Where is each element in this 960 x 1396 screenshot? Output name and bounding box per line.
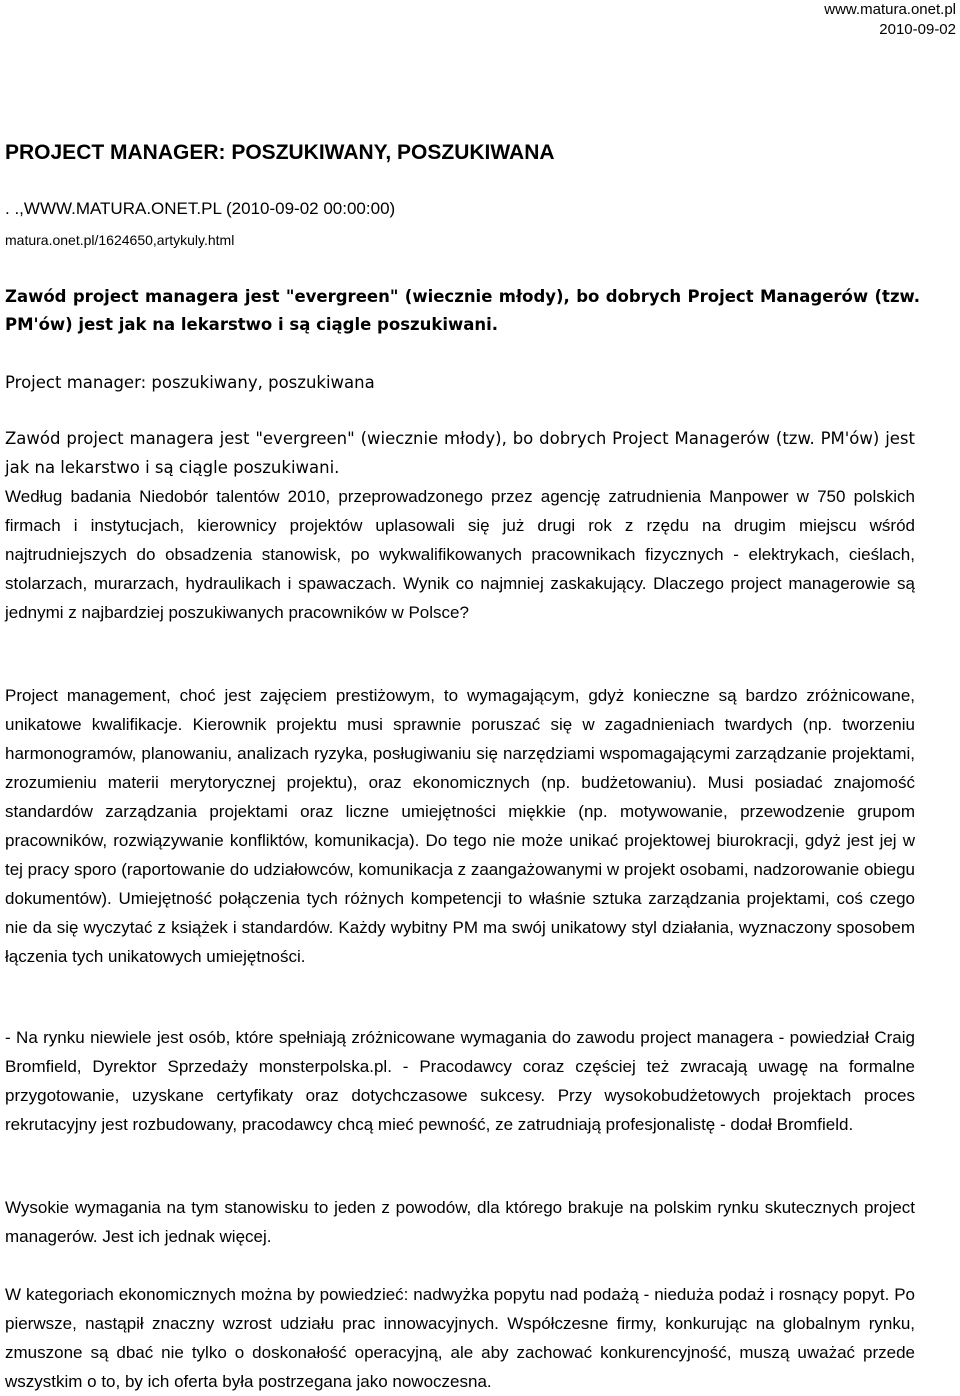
article-source: . .,WWW.MATURA.ONET.PL (2010-09-02 00:00:00) <box>5 199 396 218</box>
header-date: 2010-09-02 <box>879 21 956 38</box>
article-paragraph-1: Według badania Niedobór talentów 2010, przeprowadzonego przez agencję zatrudnienia Manpower w 750 polskich firmach i instytucjach, kierownicy projektów uplasowali się już drugi rok z rzędu na drugim miejscu wśród najtrudniejszych do obsadzenia stanowisk, po wykwalifikowanych pracownikach fizycznych - elektrykach, cieślach, stolarzach, murarzach, hydraulikach i spawaczach. Wynik co najmniej zaskakujący. Dlaczego project managerowie są jednymi z najbardziej poszukiwanych pracowników w Polsce? <box>5 487 915 622</box>
article-intro: Zawód project managera jest "evergreen" (wiecznie młody), bo dobrych Project Managerów (tzw. PM'ów) jest jak na lekarstwo i są ciągle poszukiwani. <box>5 429 915 477</box>
article-paragraph-5: W kategoriach ekonomicznych można by powiedzieć: nadwyżka popytu nad podażą - nieduża podaż i rosnący popyt. Po pierwsze, nastąpił znaczny wzrost udziału prac innowacyjnych. Współczesne firmy, konkurując na globalnym rynku, zmuszone są dbać nie tylko o doskonałość operacyjną, ale aby zachować konkurencyjność, muszą uważać przede wszystkim o to, by ich oferta była postrzegana jako nowoczesna. <box>5 1285 915 1391</box>
article-paragraph-3: - Na rynku niewiele jest osób, które spełniają zróżnicowane wymagania do zawodu project managera - powiedział Craig Bromfield, Dyrektor Sprzedaży monsterpolska.pl. - Pracodawcy coraz częściej też zwracają uwagę na formalne przygotowanie, uzyskane certyfikaty oraz dotychczasowe sukcesy. Przy wysokobudżetowych projektach proces rekrutacyjny jest rozbudowany, pracodawcy chcą mieć pewność, ze zatrudniają profesjonalistę - dodał Bromfield. <box>5 1028 915 1134</box>
article-subtitle: Project manager: poszukiwany, poszukiwana <box>5 373 375 392</box>
article-paragraph-2: Project management, choć jest zajęciem prestiżowym, to wymagającym, gdyż konieczne są bardzo zróżnicowane, unikatowe kwalifikacje. Kierownik projektu musi sprawnie poruszać się w zagadnieniach twardych (np. tworzeniu harmonogramów, planowaniu, analizach ryzyka, posługiwaniu się narzędziami wspomagającymi zarządzanie projektami, zrozumieniu materii merytorycznej projektu), oraz ekonomicznych (np. budżetowaniu). Musi posiadać znajomość standardów zarządzania projektami oraz liczne umiejętności miękkie (np. motywowanie, przewodzenie grupom pracowników, rozwiązywanie konfliktów, komunikacja). Do tego nie może unikać projektowej biurokracji, gdyż jest jej w tej pracy sporo (raportowanie do udziałowców, komunikacja z zaangażowanymi w projekt osobami, nadzorowanie obiegu dokumentów). Umiejętność połączenia tych różnych kompetencji to właśnie sztuka zarządzania projektami, coś czego nie da się wyczytać z książek i standardów. Każdy wybitny PM ma swój unikatowy styl działania, wyznaczony sposobem łączenia tych unikatowych umiejętności. <box>5 686 915 966</box>
site-name: www.matura.onet.pl <box>824 1 956 18</box>
article-lead: Zawód project managera jest "evergreen" (wiecznie młody), bo dobrych Project Managerów (tzw. PM'ów) jest jak na lekarstwo i są ciągle poszukiwani. <box>5 287 920 334</box>
page-header <box>824 0 956 40</box>
article-title: PROJECT MANAGER: POSZUKIWANY, POSZUKIWANA <box>5 141 555 164</box>
article-url: matura.onet.pl/1624650,artykuly.html <box>5 232 235 248</box>
article-paragraph-4: Wysokie wymagania na tym stanowisku to jeden z powodów, dla którego brakuje na polskim rynku skutecznych project managerów. Jest ich jednak więcej. <box>5 1198 915 1246</box>
